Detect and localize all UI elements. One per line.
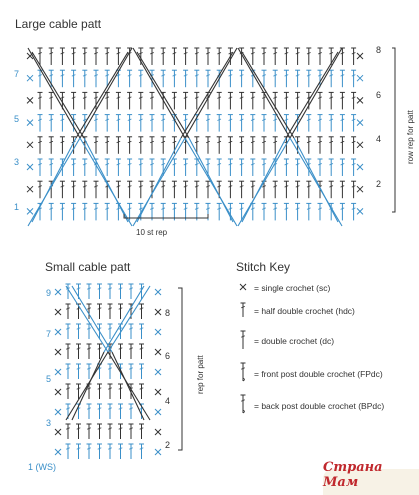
repeat-brackets — [124, 48, 395, 450]
rep-for-patt-label: rep for patt — [196, 355, 205, 394]
large-row-8: 8 — [376, 45, 382, 55]
small-row-8: 8 — [165, 308, 171, 318]
small-row-6: 6 — [165, 351, 171, 361]
cable-diagonal — [66, 286, 108, 352]
cable-diagonal — [76, 52, 128, 138]
key-fpdc-label: = front post double crochet (FPdc) — [254, 369, 383, 379]
cable-diagonal — [108, 352, 150, 420]
large-row-7: 7 — [14, 69, 20, 79]
large-row-2: 2 — [376, 179, 382, 189]
key-hdc-label: = half double crochet (hdc) — [254, 306, 355, 316]
large-row-4: 4 — [376, 134, 382, 144]
key-dc-label: = double crochet (dc) — [254, 336, 335, 346]
cable-diagonal — [66, 352, 108, 420]
cable-diagonal — [185, 48, 237, 138]
small-rep-bracket — [178, 288, 182, 450]
cable-diagonal — [28, 138, 80, 226]
small-row-5: 5 — [46, 374, 52, 384]
key-bpdc-label: = back post double crochet (BPdc) — [254, 401, 385, 411]
small-row-9: 9 — [46, 288, 52, 298]
small-row-3: 3 — [46, 418, 52, 428]
small-cable-chart — [55, 284, 161, 459]
cable-diagonal — [108, 286, 150, 352]
large-row-3: 3 — [14, 157, 20, 167]
cable-diagonal — [181, 52, 233, 138]
key-sc-label: = single crochet (sc) — [254, 283, 331, 293]
cable-diagonal — [112, 352, 144, 420]
small-cable-title: Small cable patt — [45, 260, 131, 274]
watermark-text: Страна Мам — [323, 460, 383, 490]
cable-diagonal — [32, 138, 76, 222]
cable-diagonal — [185, 138, 237, 226]
stitch-key-title: Stitch Key — [236, 260, 291, 274]
small-row-4: 4 — [165, 396, 171, 406]
small-row-1-ws: 1 (WS) — [28, 462, 56, 472]
cable-diagonal — [80, 138, 132, 226]
watermark-badge — [323, 460, 419, 495]
small-row-7: 7 — [46, 329, 52, 339]
cable-diagonal — [80, 48, 132, 138]
large-row-1: 1 — [14, 202, 20, 212]
large-cable-title: Large cable patt — [15, 17, 102, 31]
row-rep-bracket — [392, 48, 395, 212]
large-row-6: 6 — [376, 90, 382, 100]
stitch-key-icons — [240, 284, 246, 413]
ten-st-rep-label: 10 st rep — [136, 228, 168, 237]
cable-diagonal — [286, 52, 338, 138]
st-rep-bracket — [124, 214, 208, 218]
large-row-5: 5 — [14, 114, 20, 124]
large-cable-chart — [27, 48, 363, 226]
cable-diagonal — [28, 48, 80, 138]
small-row-2: 2 — [165, 440, 171, 450]
row-rep-for-patt-label: row rep for patt — [406, 110, 415, 164]
